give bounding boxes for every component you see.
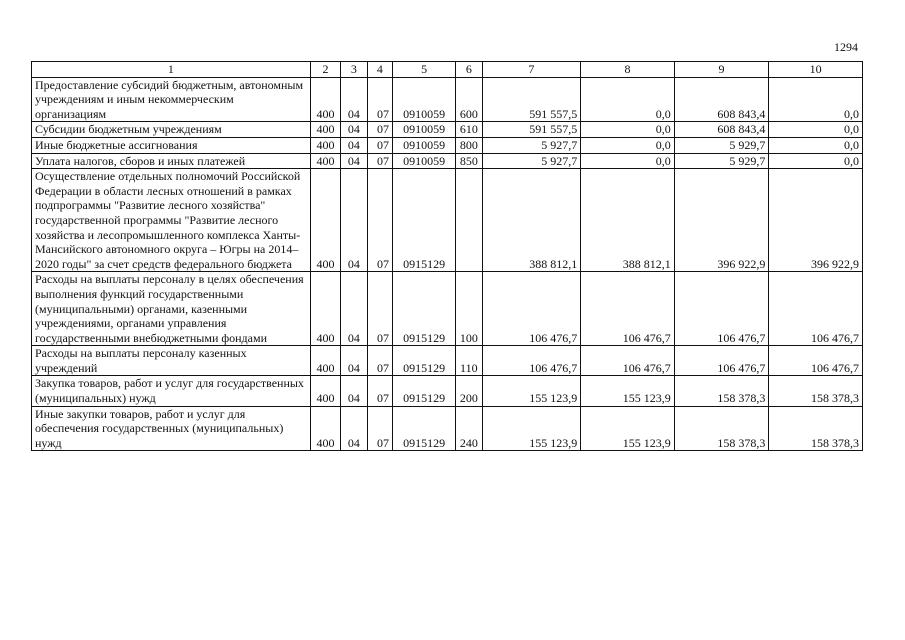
- table-row: [32, 406, 863, 451]
- cell-target-article: 0910059: [393, 122, 456, 138]
- cell-amount-7: 591 557,5: [482, 77, 581, 122]
- cell-amount-7: 155 123,9: [482, 406, 581, 451]
- cell-target-article: 0915129: [393, 376, 456, 406]
- cell-amount-9: 158 378,3: [674, 406, 769, 451]
- cell-expense-type: 100: [456, 272, 482, 346]
- cell-target-article: 0915129: [393, 406, 456, 451]
- cell-amount-10: 0,0: [769, 122, 863, 138]
- cell-amount-10: 106 476,7: [769, 272, 863, 346]
- col-header-8: 8: [581, 62, 675, 78]
- cell-amount-9: 5 929,7: [674, 153, 769, 169]
- cell-amount-10: 158 378,3: [769, 406, 863, 451]
- cell-ministry: 400: [310, 137, 341, 153]
- cell-subsection: 07: [367, 376, 392, 406]
- row-description: Субсидии бюджетным учреждениям: [32, 122, 311, 138]
- cell-section: 04: [341, 153, 367, 169]
- cell-section: 04: [341, 376, 367, 406]
- row-description: Иные бюджетные ассигнования: [32, 137, 311, 153]
- col-header-10: 10: [769, 62, 863, 78]
- col-header-3: 3: [341, 62, 367, 78]
- cell-amount-7: 155 123,9: [482, 376, 581, 406]
- table-row: [32, 77, 863, 122]
- cell-amount-10: 106 476,7: [769, 346, 863, 376]
- cell-amount-8: 0,0: [581, 77, 675, 122]
- cell-expense-type: 110: [456, 346, 482, 376]
- cell-ministry: 400: [310, 153, 341, 169]
- cell-target-article: 0915129: [393, 272, 456, 346]
- cell-ministry: 400: [310, 272, 341, 346]
- cell-subsection: 07: [367, 272, 392, 346]
- cell-section: 04: [341, 122, 367, 138]
- cell-subsection: 07: [367, 406, 392, 451]
- cell-amount-8: 155 123,9: [581, 376, 675, 406]
- cell-amount-10: 158 378,3: [769, 376, 863, 406]
- col-header-5: 5: [393, 62, 456, 78]
- cell-amount-9: 608 843,4: [674, 77, 769, 122]
- row-description: Расходы на выплаты персоналу казенных учреждений: [32, 346, 311, 376]
- cell-section: 04: [341, 406, 367, 451]
- cell-section: 04: [341, 77, 367, 122]
- cell-subsection: 07: [367, 77, 392, 122]
- col-header-6: 6: [456, 62, 482, 78]
- col-header-2: 2: [310, 62, 341, 78]
- cell-amount-8: 0,0: [581, 153, 675, 169]
- cell-ministry: 400: [310, 169, 341, 272]
- cell-ministry: 400: [310, 406, 341, 451]
- cell-section: 04: [341, 169, 367, 272]
- cell-section: 04: [341, 272, 367, 346]
- cell-amount-10: 0,0: [769, 153, 863, 169]
- cell-amount-10: 0,0: [769, 137, 863, 153]
- table-row: [32, 272, 863, 346]
- col-header-4: 4: [367, 62, 392, 78]
- cell-subsection: 07: [367, 169, 392, 272]
- row-description: Иные закупки товаров, работ и услуг для обеспечения государственных (муниципальных) нужд: [32, 406, 311, 451]
- cell-expense-type: 200: [456, 376, 482, 406]
- budget-table: [31, 61, 863, 451]
- cell-amount-8: 0,0: [581, 122, 675, 138]
- table-row: [32, 122, 863, 138]
- cell-amount-9: 5 929,7: [674, 137, 769, 153]
- cell-expense-type: 610: [456, 122, 482, 138]
- table-row: [32, 153, 863, 169]
- cell-expense-type: 240: [456, 406, 482, 451]
- cell-ministry: 400: [310, 346, 341, 376]
- cell-amount-8: 106 476,7: [581, 346, 675, 376]
- table-row: [32, 137, 863, 153]
- cell-amount-9: 158 378,3: [674, 376, 769, 406]
- cell-amount-7: 106 476,7: [482, 272, 581, 346]
- cell-target-article: 0915129: [393, 169, 456, 272]
- cell-section: 04: [341, 137, 367, 153]
- cell-amount-8: 0,0: [581, 137, 675, 153]
- cell-amount-7: 388 812,1: [482, 169, 581, 272]
- cell-subsection: 07: [367, 122, 392, 138]
- cell-expense-type: [456, 169, 482, 272]
- cell-amount-7: 5 927,7: [482, 153, 581, 169]
- cell-target-article: 0910059: [393, 153, 456, 169]
- col-header-9: 9: [674, 62, 769, 78]
- cell-target-article: 0915129: [393, 346, 456, 376]
- row-description: Осуществление отдельных полномочий Российской Федерации в области лесных отношений в рамках подпрограммы "Развитие лесного хозяйства" государственной программы "Развитие лесного хозяйства и лесопромышленного комплекса Ханты-Мансийского автономного округа – Югры на 2014–2020 годы" за счет средств федерального бюджета: [32, 169, 311, 272]
- cell-amount-9: 396 922,9: [674, 169, 769, 272]
- cell-target-article: 0910059: [393, 137, 456, 153]
- cell-target-article: 0910059: [393, 77, 456, 122]
- cell-expense-type: 850: [456, 153, 482, 169]
- cell-expense-type: 800: [456, 137, 482, 153]
- cell-expense-type: 600: [456, 77, 482, 122]
- cell-section: 04: [341, 346, 367, 376]
- cell-amount-8: 106 476,7: [581, 272, 675, 346]
- cell-subsection: 07: [367, 137, 392, 153]
- cell-amount-8: 388 812,1: [581, 169, 675, 272]
- cell-amount-9: 608 843,4: [674, 122, 769, 138]
- table-row: [32, 346, 863, 376]
- cell-amount-10: 396 922,9: [769, 169, 863, 272]
- cell-amount-7: 106 476,7: [482, 346, 581, 376]
- header-row: [32, 62, 863, 78]
- cell-subsection: 07: [367, 346, 392, 376]
- row-description: Закупка товаров, работ и услуг для государственных (муниципальных) нужд: [32, 376, 311, 406]
- cell-amount-10: 0,0: [769, 77, 863, 122]
- cell-subsection: 07: [367, 153, 392, 169]
- row-description: Предоставление субсидий бюджетным, автономным учреждениям и иным некоммерческим организациям: [32, 77, 311, 122]
- row-description: Расходы на выплаты персоналу в целях обеспечения выполнения функций государственными (муниципальными) органами, казенными учреждениями, органами управления государственными внебюджетными фондами: [32, 272, 311, 346]
- table-row: [32, 169, 863, 272]
- col-header-1: 1: [32, 62, 311, 78]
- cell-amount-9: 106 476,7: [674, 272, 769, 346]
- table-row: [32, 376, 863, 406]
- cell-ministry: 400: [310, 77, 341, 122]
- cell-ministry: 400: [310, 376, 341, 406]
- cell-amount-8: 155 123,9: [581, 406, 675, 451]
- col-header-7: 7: [482, 62, 581, 78]
- page-number: 1294: [834, 40, 858, 54]
- cell-amount-7: 5 927,7: [482, 137, 581, 153]
- cell-ministry: 400: [310, 122, 341, 138]
- cell-amount-7: 591 557,5: [482, 122, 581, 138]
- row-description: Уплата налогов, сборов и иных платежей: [32, 153, 311, 169]
- cell-amount-9: 106 476,7: [674, 346, 769, 376]
